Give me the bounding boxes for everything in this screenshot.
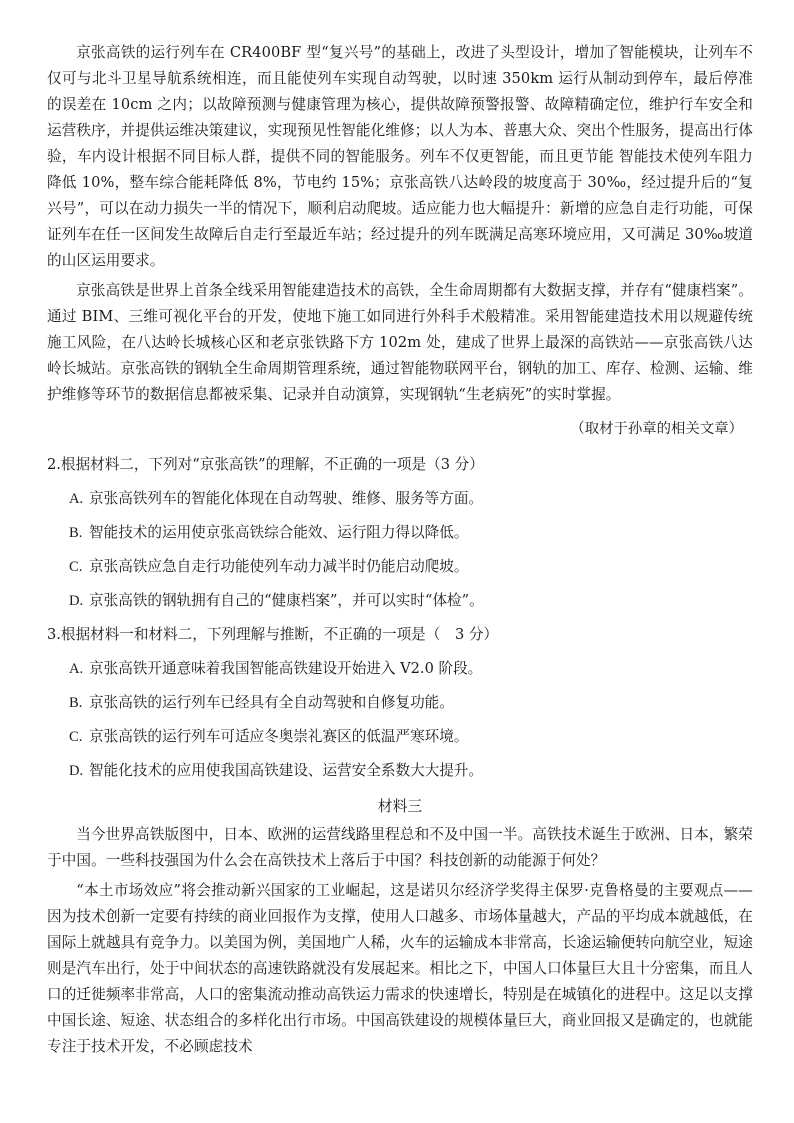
option-text: 京张高铁的运行列车可适应冬奥崇礼赛区的低温严寒环境。 [89,728,469,745]
option-letter: D. [69,763,84,779]
option-text: 智能化技术的应用使我国高铁建设、运营安全系数大大提升。 [89,762,484,779]
option-text: 京张高铁应急自走行功能使列车动力减半时仍能启动爬坡。 [89,558,469,575]
question-3-option-b [69,690,753,716]
option-text: 京张高铁列车的智能化体现在自动驾驶、维修、服务等方面。 [89,490,484,507]
question-2-option-a [69,486,753,512]
option-letter: A. [69,491,84,507]
question-3-options [47,656,753,784]
material-two-section [47,40,753,442]
question-3-stem: 3.根据材料一和材料二，下列理解与推断，不正确的一项是（ 3 分） [47,626,499,643]
option-text: 京张高铁开通意味着我国智能高铁建设开始进入 V2.0 阶段。 [89,660,483,677]
question-3 [47,622,753,784]
document-page [47,40,753,1060]
material-three-paragraph-2: “本土市场效应”将会推动新兴国家的工业崛起，这是诺贝尔经济学奖得主保罗·克鲁格曼的主要观点——因为技术创新一定要有持续的商业回报作为支撑，使用人口越多、市场体量越大，产品的平均成本就越低，在国际上就越具有竞争力。以美国为例，美国地广人稀，火车的运输成本非常高，长途运输便转向航空业，短途则是汽车出行，处于中间状态的高速铁路就没有发展起来。相比之下，中国人口体量巨大且十分密集，而且人口的迁徙频率非常高，人口的密集流动推动高铁运力需求的快速增长，特别是在城镇化的进程中。这足以支撑中国长途、短途、状态组合的多样化出行市场。中国高铁建设的规模体量巨大，商业回报又是确定的，也就能专注于技术开发，不必顾虑技术 [47,882,753,1055]
question-3-option-a [69,656,753,682]
option-text: 京张高铁的钢轨拥有自己的“健康档案”，并可以实时“体检”。 [89,592,484,609]
option-letter: C. [69,559,83,575]
material-three-section [47,794,753,1060]
option-letter: C. [69,729,83,745]
question-2-stem: 2.根据材料二，下列对“京张高铁”的理解，不正确的一项是（3 分） [47,456,484,473]
source-citation: （取材于孙章的相关文章） [570,421,743,437]
option-text: 智能技术的运用使京张高铁综合能效、运行阻力得以降低。 [89,524,469,541]
question-3-option-d [69,758,753,784]
question-2 [47,452,753,614]
question-2-options [47,486,753,614]
option-letter: D. [69,593,84,609]
question-3-option-c [69,724,753,750]
material-two-paragraph-1: 京张高铁的运行列车在 CR400BF 型“复兴号”的基础上，改进了头型设计，增加了智能模块，让列车不仅可与北斗卫星导航系统相连，而且能使列车实现自动驾驶，以时速 350km 运行从制动到停车，最后停准的误差在 10cm 之内；以故障预测与健康管理为核心，提供故障预警报警、故障精确定位，维护行车安全和运营秩序，并提供运维决策建议，实现预见性智能化维修；以人为本、普惠大众、突出个性服务，提高出行体验，车内设计根据不同目标人群，提供不同的智能服务。列车不仅更智能，而且更节能 智能技术使列车阻力降低 10%，整车综合能耗降低 8%，节电约 15%；京张高铁八达岭段的坡度高于 30‰，经过提升后的“复兴号”，可以在动力损失一半的情况下，顺利启动爬坡。适应能力也大幅提升：新增的应急自走行功能，可保证列车在任一区间发生故障后自走行至最近车站；经过提升的列车既满足高寒环境应用，又可满足 30‰坡道的山区运用要求。 [47,44,753,269]
option-letter: B. [69,525,83,541]
material-three-title: 材料三 [377,798,423,815]
material-two-paragraph-2: 京张高铁是世界上首条全线采用智能建造技术的高铁，全生命周期都有大数据支撑，并存有“健康档案”。通过 BIM、三维可视化平台的开发，使地下施工如同进行外科手术般精准。采用智能建造技术用以规避传统施工风险，在八达岭长城核心区和老京张铁路下方 102m 处，建成了世界上最深的高铁站——京张高铁八达岭长城站。京张高铁的钢轨全生命周期管理系统，通过智能物联网平台，钢轨的加工、库存、检测、运输、维护维修等环节的数据信息都被采集、记录并自动演算，实现钢轨“生老病死”的实时掌握。 [47,282,753,403]
question-2-option-d [69,588,753,614]
option-letter: B. [69,695,83,711]
question-2-option-b [69,520,753,546]
option-text: 京张高铁的运行列车已经具有全自动驾驶和自修复功能。 [89,694,454,711]
option-letter: A. [69,661,84,677]
question-2-option-c [69,554,753,580]
material-three-paragraph-1: 当今世界高铁版图中，日本、欧洲的运营线路里程总和不及中国一半。高铁技术诞生于欧洲、日本，繁荣于中国。一些科技强国为什么会在高铁技术上落后于中国？科技创新的动能源于何处？ [47,826,753,869]
